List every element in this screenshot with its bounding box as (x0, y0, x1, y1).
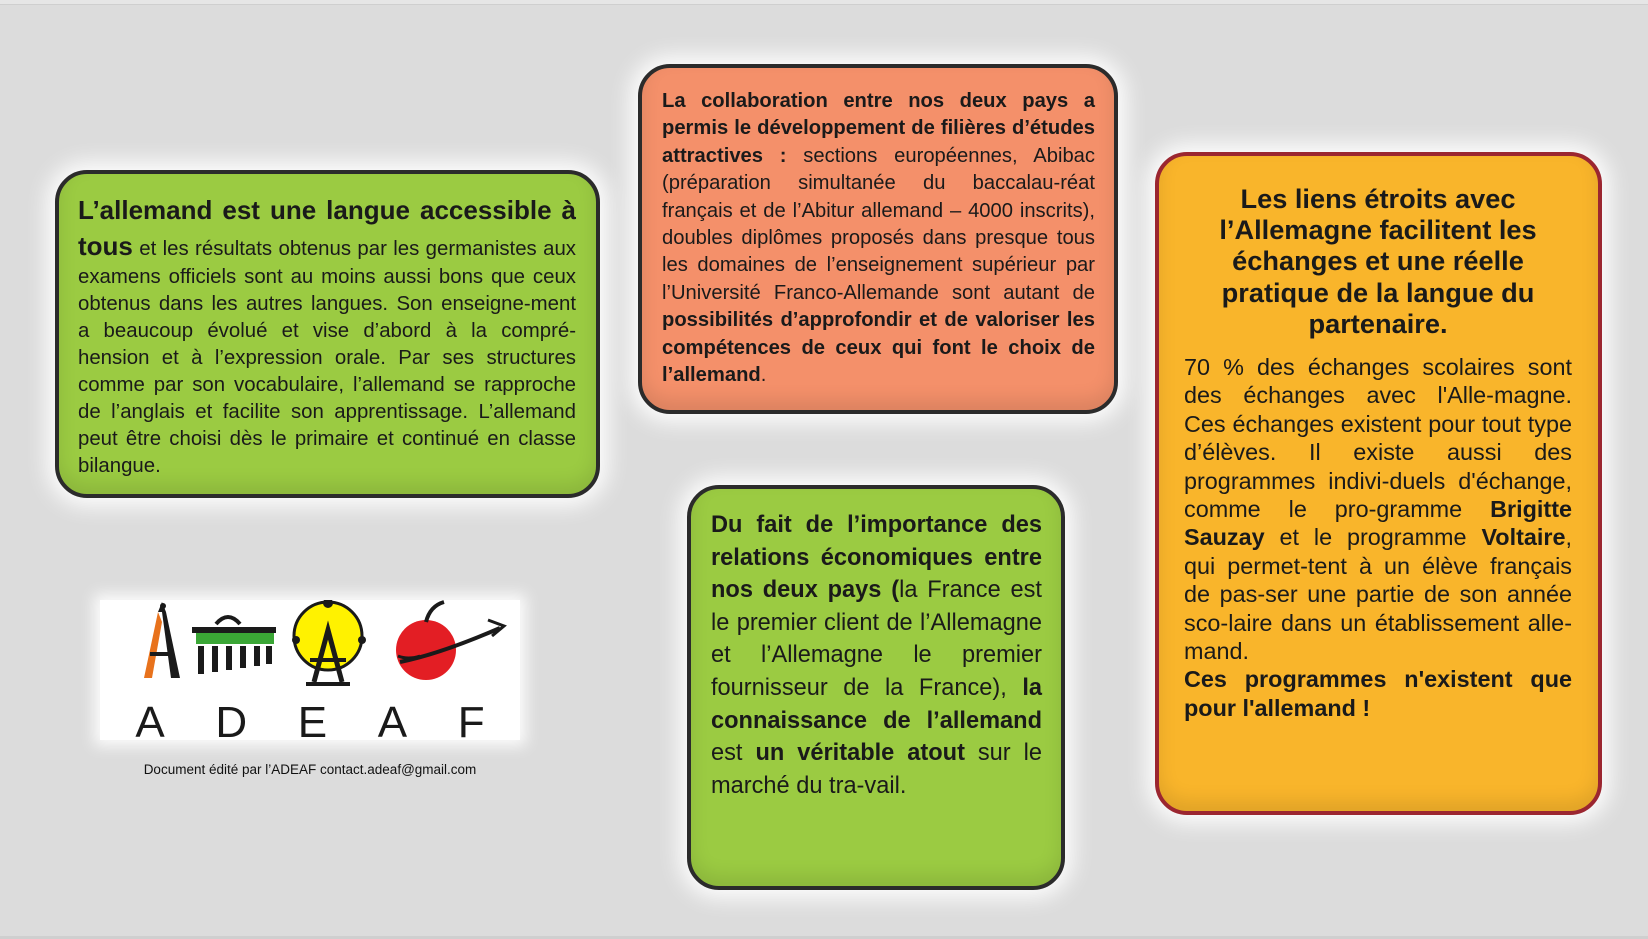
program-brigitte-sauzay: Brigitte Sauzay (1184, 496, 1572, 551)
logo-letter: E (297, 698, 328, 747)
card-accessible-lead: L’allemand est une langue accessible à tous (78, 195, 576, 261)
program-voltaire: Voltaire (1481, 524, 1566, 551)
card-collaboration (638, 64, 1118, 414)
logo-letter: A (135, 698, 165, 747)
card-accessible-body: et les résultats obtenus par les germanistes aux examens officiels sont au moins aussi bons que ceux obtenus dans les autres langues. Son enseigne-ment a beaucoup évolué et vise d’abord à la compré-hension et à l’expression orale. Par ses structures comme par son vocabulaire, l’allemand se rapproche de l’anglais et facilite son apprentissage. L’allemand peut être choisi dès le primaire et continué en classe bilangue. (78, 238, 576, 477)
card-economic-relations (687, 485, 1065, 890)
card-language-accessible (55, 170, 600, 498)
card-exchanges-heading: Les liens étroits avec l’Allemagne facilitent les échanges et une réelle pratique de la langue du partenaire. (1219, 183, 1537, 339)
card-collaboration-end: . (760, 364, 767, 387)
top-edge (0, 0, 1648, 5)
card-exchanges-body3: , qui permet-tent à un élève français de pas-ser une partie de son année sco-laire dans un établissement alle-mand. (1184, 524, 1572, 665)
card-economy-lead: Du fait de l’importance des relations économiques entre nos deux pays ( (711, 512, 1042, 604)
card-exchanges-closing: Ces programmes n'existent que pour l'allemand ! (1184, 666, 1572, 721)
logo-letter: F (457, 698, 485, 747)
eiffel-tower-icon (144, 602, 180, 678)
footer-credit: Document édité par l’ADEAF contact.adeaf@gmail.com (143, 762, 477, 777)
logo-letter: D (215, 698, 248, 747)
card-economy-body1: la France est le premier client de l’Allemagne et l’Allemagne le premier fournisseur de la France), (711, 577, 1042, 701)
card-economy-body3: sur le marché du tra-vail. (711, 740, 1042, 799)
card-economy-emphasis2: un véritable atout (755, 740, 965, 767)
card-collaboration-lead: La collaboration entre nos deux pays a permis le développement de filières d’études attractives : (662, 90, 1095, 167)
card-collaboration-emphasis: possibilités d’approfondir et de valoriser les compétences de ceux qui font le choix de l’allemand (662, 309, 1095, 387)
card-exchanges-body1: 70 % des échanges scolaires sont des échanges avec l'Alle-magne. Ces échanges existent pour tout type d’élèves. Il existe aussi des programmes indivi-duels d'échange, comme le pro-gramme (1184, 354, 1572, 523)
card-collaboration-body: sections européennes, Abibac (préparation simultanée du baccalau-réat français et de l’Abitur allemand – 4000 inscrits), doubles diplômes proposés dans presque tous les domaines de l’enseignement supérieur par l’Université Franco-Allemande sont autant de (662, 144, 1096, 304)
card-economy-emphasis1: la connaissance de l’allemand (711, 674, 1042, 734)
card-exchanges (1155, 152, 1602, 815)
adeaf-logo (100, 600, 520, 747)
adeaf-letters (100, 698, 520, 748)
adeaf-logo-emblems (100, 600, 520, 700)
brandenburg-gate-icon (192, 617, 276, 674)
apple-arrow-icon (396, 602, 504, 680)
card-exchanges-body2: et le programme (1264, 524, 1482, 551)
card-economy-body2: est (711, 740, 756, 767)
ferris-wheel-icon (292, 600, 366, 686)
logo-letter: A (377, 698, 408, 747)
